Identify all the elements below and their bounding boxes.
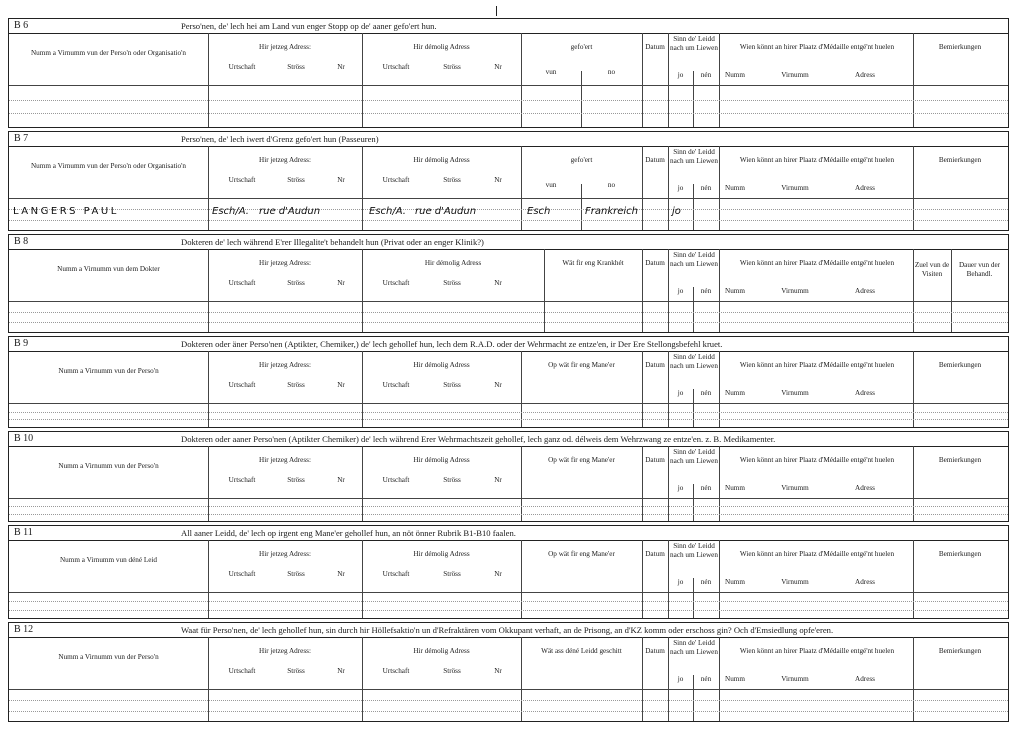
sub-street: Ströss (287, 570, 305, 578)
sub-nr: Nr (494, 279, 502, 287)
header-rule (9, 198, 1008, 199)
column-former-address-header: Hir démolig Adress (413, 550, 470, 558)
entry-line (9, 700, 1008, 701)
alive-yes: jo (677, 389, 684, 397)
column-medal-header: Wien könnt an hirer Plaatz d'Médaille entgé'nt huelen (739, 156, 895, 164)
column-alive-header: Sinn de' Leidd nach um Liewen (670, 353, 718, 370)
sub-street: Ströss (287, 176, 305, 184)
entry-line (9, 514, 1008, 515)
entry-line (9, 113, 1008, 114)
medal-firstname: Virnumm (781, 287, 809, 295)
entry-current-street: rue d'Audun (259, 206, 321, 217)
sub-nr: Nr (337, 667, 345, 675)
column-remarks-header: Bemierkungen (938, 550, 982, 558)
column-medal-header: Wien könnt an hirer Plaatz d'Médaille entgé'nt huelen (739, 259, 895, 267)
column-current-address-header: Hir jetzeg Adress: (259, 259, 311, 267)
column-middle-header: Wät fir eng Krankhét (562, 259, 624, 267)
medal-address: Adress (855, 389, 875, 397)
sub-nr: Nr (337, 63, 345, 71)
column-current-address-header: Hir jetzeg Adress: (259, 43, 311, 51)
sub-town: Urtschaft (228, 381, 256, 389)
column-divider (719, 351, 720, 427)
sub-town: Urtschaft (228, 176, 256, 184)
section-b9 (8, 336, 1009, 428)
column-middle-header: Op wät fir eng Mane'er (548, 550, 615, 558)
column-name-header: Numm a Virnumm vun der Perso'n oder Organisatio'n (30, 162, 186, 170)
medal-surname: Numm (725, 287, 745, 295)
medal-surname: Numm (725, 484, 745, 492)
column-divider (521, 446, 522, 521)
entry-to: Frankreich (585, 206, 638, 217)
sub-town: Urtschaft (228, 570, 256, 578)
column-medal-header: Wien könnt an hirer Plaatz d'Médaille entgé'nt huelen (739, 550, 895, 558)
alive-yes: jo (677, 287, 684, 295)
column-name-header: Numm a Virnumm vun der Perso'n (58, 462, 159, 470)
header-rule (9, 403, 1008, 404)
alive-no: nén (700, 71, 712, 79)
header-rule (9, 498, 1008, 499)
column-date-header: Datum (645, 156, 665, 164)
sub-town: Urtschaft (228, 476, 256, 484)
section-title: Dokteren oder äner Perso'nen (Aptikter, Chemiker,) de' lech gehollef hun, lech dem R.A.D. oder der Wehrmacht ze entze'en, ir Der Ere Stellongsbefehl kruet. (181, 339, 723, 349)
column-current-address-header: Hir jetzeg Adress: (259, 550, 311, 558)
section-header (9, 526, 1008, 541)
column-alive-header: Sinn de' Leidd nach um Liewen (670, 35, 718, 52)
sub-town: Urtschaft (382, 279, 410, 287)
section-title: Dokteren de' lech während E'rer Illegalite't behandelt hun (Privat oder an enger Klinik?) (181, 237, 484, 247)
column-middle-header: gefo'ert (570, 156, 593, 164)
column-divider (719, 446, 720, 521)
sub-nr: Nr (337, 279, 345, 287)
alive-yes: jo (677, 578, 684, 586)
sub-town: Urtschaft (382, 176, 410, 184)
medal-address: Adress (855, 484, 875, 492)
column-divider (719, 249, 720, 332)
column-alive-header: Sinn de' Leidd nach um Liewen (670, 639, 718, 656)
entry-line (9, 412, 1008, 413)
section-header (9, 235, 1008, 250)
section-title: Waat für Perso'nen, de' lech gehollef hun, sin durch hir Höllefsaktio'n un d'Refraktären vom Okkupant verhaft, an de Prisong, an d'KZ komm oder erschoss gin? Och d'Emsiedlung opfe'eren. (181, 625, 834, 635)
entry-line (9, 209, 1008, 210)
sub-street: Ströss (287, 279, 305, 287)
sub-street: Ströss (443, 667, 461, 675)
section-b10 (8, 431, 1009, 522)
alive-no: nén (700, 389, 712, 397)
section-title: Perso'nen, de' lech iwert d'Grenz gefo'ert hun (Passeuren) (181, 134, 379, 144)
column-alive-header: Sinn de' Leidd nach um Liewen (670, 448, 718, 465)
medal-surname: Numm (725, 578, 745, 586)
section-b11 (8, 525, 1009, 619)
sub-nr: Nr (494, 381, 502, 389)
section-header (9, 623, 1008, 638)
sub-street: Ströss (287, 63, 305, 71)
column-alive-header: Sinn de' Leidd nach um Liewen (670, 542, 718, 559)
alive-no: nén (700, 184, 712, 192)
column-divider (544, 249, 545, 332)
column-current-address-header: Hir jetzeg Adress: (259, 156, 311, 164)
column-former-address-header: Hir démolig Adress (413, 156, 470, 164)
section-id: B 11 (14, 527, 33, 538)
alive-no: nén (700, 578, 712, 586)
medal-firstname: Virnumm (781, 184, 809, 192)
column-remarks-header: Bemierkungen (938, 43, 982, 51)
sub-street: Ströss (443, 381, 461, 389)
column-former-address-header: Hir démolig Adress (424, 259, 482, 267)
section-id: B 8 (14, 236, 29, 247)
column-name-header: Numm a Virnumm vun der Perso'n (58, 367, 159, 375)
column-divider (719, 540, 720, 618)
section-title: Dokteren oder aaner Perso'nen (Aptikter Chemiker) de' lech während Erer Wehrmachtszeit gehollef, lech ganz od. délweis dem Wehrzwang ze entze'en. z. B. Medikamenter. (181, 434, 776, 444)
column-medal-header: Wien könnt an hirer Plaatz d'Médaille entgé'nt huelen (739, 456, 895, 464)
sub-town: Urtschaft (382, 570, 410, 578)
entry-current-town: Esch/A. (212, 206, 249, 217)
sub-street: Ströss (443, 63, 461, 71)
section-b8 (8, 234, 1009, 333)
entry-line (9, 322, 1008, 323)
header-rule (9, 301, 1008, 302)
sub-nr: Nr (494, 176, 502, 184)
entry-line (9, 220, 1008, 221)
column-middle-header: gefo'ert (570, 43, 593, 51)
column-middle-header: Op wät fir eng Mane'er (548, 456, 615, 464)
top-tick-mark (496, 6, 497, 16)
medal-firstname: Virnumm (781, 578, 809, 586)
sub-street: Ströss (287, 667, 305, 675)
column-middle-header: Wät ass déné Leidd geschitt (541, 647, 622, 655)
column-current-address-header: Hir jetzeg Adress: (259, 456, 311, 464)
header-rule (9, 592, 1008, 593)
alive-yes: jo (677, 184, 684, 192)
entry-line (9, 610, 1008, 611)
column-remarks-header: Bemierkungen (938, 156, 982, 164)
sub-nr: Nr (337, 570, 345, 578)
column-divider (719, 637, 720, 721)
entry-alive-yes: jo (672, 206, 681, 217)
medal-firstname: Virnumm (781, 484, 809, 492)
column-divider (581, 184, 582, 230)
entry-former-town: Esch/A. (369, 206, 406, 217)
section-id: B 7 (14, 133, 29, 144)
column-date-header: Datum (645, 259, 665, 267)
column-divider (521, 351, 522, 427)
sub-town: Urtschaft (382, 63, 410, 71)
medal-address: Adress (855, 184, 875, 192)
sub-street: Ströss (443, 279, 461, 287)
sub-to: no (607, 181, 616, 189)
entry-line (9, 419, 1008, 420)
sub-nr: Nr (337, 381, 345, 389)
medal-surname: Numm (725, 675, 745, 683)
medal-address: Adress (855, 287, 875, 295)
column-alive-header: Sinn de' Leidd nach um Liewen (670, 251, 718, 268)
sub-nr: Nr (337, 176, 345, 184)
section-b6 (8, 18, 1009, 128)
column-duration-header: Dauer vun der Behandl. (958, 261, 1001, 278)
section-b12 (8, 622, 1009, 722)
sub-street: Ströss (287, 381, 305, 389)
column-date-header: Datum (645, 456, 665, 464)
section-header (9, 19, 1008, 34)
sub-street: Ströss (443, 176, 461, 184)
section-id: B 6 (14, 20, 29, 31)
column-former-address-header: Hir démolig Adress (413, 456, 470, 464)
section-header (9, 132, 1008, 147)
medal-surname: Numm (725, 71, 745, 79)
sub-town: Urtschaft (228, 667, 256, 675)
column-date-header: Datum (645, 647, 665, 655)
sub-street: Ströss (287, 476, 305, 484)
column-medal-header: Wien könnt an hirer Plaatz d'Médaille entgé'nt huelen (739, 361, 895, 369)
column-remarks-header: Bemierkungen (938, 647, 982, 655)
sub-from: vun (545, 68, 557, 76)
sub-town: Urtschaft (382, 476, 410, 484)
column-date-header: Datum (645, 550, 665, 558)
sub-street: Ströss (443, 476, 461, 484)
alive-yes: jo (677, 484, 684, 492)
section-id: B 12 (14, 624, 34, 635)
section-b7 (8, 131, 1009, 231)
entry-line (9, 506, 1008, 507)
column-medal-header: Wien könnt an hirer Plaatz d'Médaille entgé'nt huelen (739, 43, 895, 51)
column-date-header: Datum (645, 361, 665, 369)
entry-former-street: rue d'Audun (415, 206, 477, 217)
column-visits-header: Zuel vun de Visiten (914, 261, 950, 278)
entry-from: Esch (527, 206, 551, 217)
alive-no: nén (700, 675, 712, 683)
medal-address: Adress (855, 675, 875, 683)
medal-firstname: Virnumm (781, 389, 809, 397)
column-former-address-header: Hir démolig Adress (413, 43, 470, 51)
sub-street: Ströss (443, 570, 461, 578)
alive-no: nén (700, 287, 712, 295)
column-divider (719, 146, 720, 230)
column-name-header: Numm a Virnumm vun der Perso'n (58, 653, 159, 661)
section-title: Perso'nen, de' lech hei am Land vun enger Stopp op de' aaner gefo'ert hun. (181, 21, 437, 31)
entry-line (9, 711, 1008, 712)
sub-town: Urtschaft (228, 279, 256, 287)
alive-yes: jo (677, 71, 684, 79)
medal-address: Adress (855, 71, 875, 79)
entry-line (9, 312, 1008, 313)
section-id: B 10 (14, 433, 34, 444)
column-middle-header: Op wät fir eng Mane'er (548, 361, 615, 369)
medal-firstname: Virnumm (781, 675, 809, 683)
entry-line (9, 601, 1008, 602)
sub-nr: Nr (494, 667, 502, 675)
medal-surname: Numm (725, 184, 745, 192)
medal-address: Adress (855, 578, 875, 586)
column-name-header: Numm a Virnumm vun dem Dokter (57, 265, 160, 273)
column-remarks-header: Bemierkungen (938, 456, 982, 464)
sub-town: Urtschaft (228, 63, 256, 71)
column-name-header: Numm a Virnumm vun der Perso'n oder Organisatio'n (30, 49, 186, 57)
sub-nr: Nr (337, 476, 345, 484)
sub-to: no (607, 68, 616, 76)
medal-surname: Numm (725, 389, 745, 397)
sub-from: vun (545, 181, 557, 189)
header-rule (9, 85, 1008, 86)
section-id: B 9 (14, 338, 29, 349)
section-header (9, 337, 1008, 352)
column-date-header: Datum (645, 43, 665, 51)
column-former-address-header: Hir démolig Adress (413, 361, 470, 369)
alive-no: nén (700, 484, 712, 492)
column-former-address-header: Hir démolig Adress (413, 647, 470, 655)
entry-line (9, 100, 1008, 101)
sub-town: Urtschaft (382, 667, 410, 675)
column-divider (521, 540, 522, 618)
entry-name: LANGERS PAUL (13, 206, 119, 217)
medal-firstname: Virnumm (781, 71, 809, 79)
column-remarks-header: Bemierkungen (938, 361, 982, 369)
column-name-header: Numm a Virnumm vun déné Leid (59, 556, 158, 564)
sub-nr: Nr (494, 63, 502, 71)
column-alive-header: Sinn de' Leidd nach um Liewen (670, 148, 718, 165)
column-divider (521, 637, 522, 721)
column-medal-header: Wien könnt an hirer Plaatz d'Médaille entgé'nt huelen (739, 647, 895, 655)
alive-yes: jo (677, 675, 684, 683)
column-current-address-header: Hir jetzeg Adress: (259, 361, 311, 369)
section-header (9, 432, 1008, 447)
sub-nr: Nr (494, 570, 502, 578)
column-current-address-header: Hir jetzeg Adress: (259, 647, 311, 655)
sub-nr: Nr (494, 476, 502, 484)
section-title: All aaner Leidd, de' lech op irgent eng Mane'er gehollef hun, an nöt önner Rubrik B1-B10 faalen. (181, 528, 516, 538)
sub-town: Urtschaft (382, 381, 410, 389)
header-rule (9, 689, 1008, 690)
